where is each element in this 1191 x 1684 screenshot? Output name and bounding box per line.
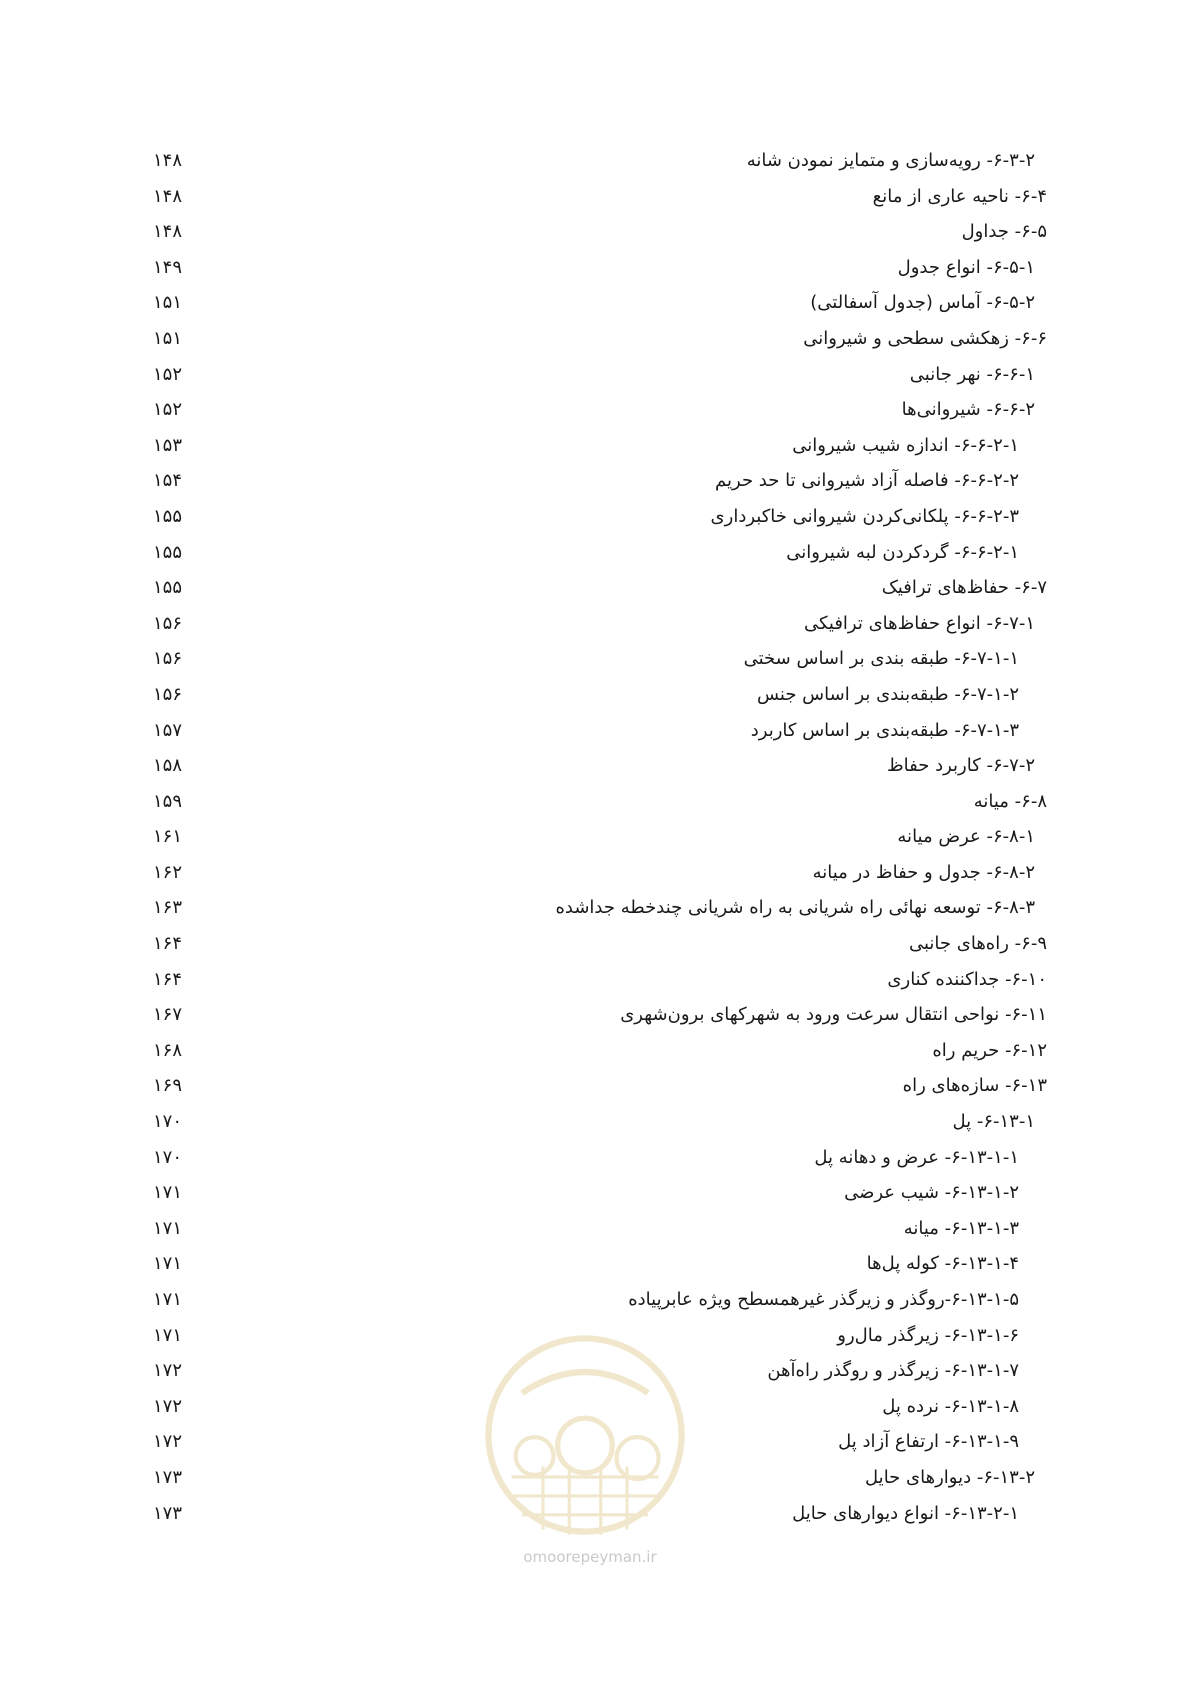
toc-entry-page: ۱۶۴	[153, 933, 183, 955]
toc-entry-title: ۶-۱۲- حریم راه	[932, 1039, 1047, 1061]
toc-entry[interactable]	[0, 1036, 1191, 1072]
table-of-contents	[0, 146, 1191, 1534]
toc-entry-page: ۱۷۰	[153, 1146, 183, 1168]
toc-entry-title: ۶-۱۳-۱-۶- زیرگذر مال‌رو	[837, 1324, 1019, 1346]
toc-entry-page: ۱۵۸	[153, 755, 183, 777]
toc-entry[interactable]	[0, 858, 1191, 894]
toc-entry-page: ۱۷۱	[153, 1182, 183, 1204]
toc-entry-page: ۱۷۱	[153, 1217, 183, 1239]
toc-entry-title: ۶-۶-۲-۳- پلکانی‌کردن شیروانی خاکبرداری	[710, 505, 1019, 527]
toc-entry-page: ۱۵۱	[153, 327, 183, 349]
toc-entry-page: ۱۶۳	[153, 897, 183, 919]
toc-entry[interactable]	[0, 644, 1191, 680]
toc-entry[interactable]	[0, 538, 1191, 574]
toc-entry-title: ۶-۱۳-۱-۸- نرده پل	[882, 1395, 1019, 1417]
toc-entry-title: ۶-۱۳-۱-۲- شیب عرضی	[844, 1182, 1019, 1204]
toc-entry-page: ۱۵۶	[153, 648, 183, 670]
toc-entry-page: ۱۷۱	[153, 1289, 183, 1310]
toc-entry-title: ۶-۵-۱- انواع جدول	[897, 256, 1035, 278]
toc-entry-page: ۱۷۰	[153, 1111, 183, 1133]
toc-entry[interactable]	[0, 680, 1191, 716]
toc-entry-title: ۶-۷-۱-۲- طبقه‌بندی بر اساس جنس	[756, 683, 1019, 705]
toc-entry-page: ۱۵۲	[153, 363, 183, 385]
toc-entry-page: ۱۵۷	[153, 719, 183, 741]
toc-entry-page: ۱۷۳	[153, 1502, 183, 1524]
toc-entry-page: ۱۵۵	[153, 505, 183, 527]
toc-entry[interactable]	[0, 716, 1191, 752]
toc-entry-title: ۶-۳-۲- رویه‌سازی و متمایز نمودن شانه	[746, 150, 1035, 171]
toc-entry[interactable]	[0, 502, 1191, 538]
toc-entry[interactable]	[0, 1071, 1191, 1107]
toc-entry-title: ۶-۸-۱- عرض میانه	[897, 826, 1035, 848]
toc-entry-page: ۱۷۲	[153, 1360, 183, 1382]
toc-entry-title: ۶-۶-۲-۱- اندازه شیب شیروانی	[792, 434, 1019, 456]
toc-entry-page: ۱۷۳	[153, 1466, 183, 1488]
toc-entry-page: ۱۵۶	[153, 683, 183, 705]
toc-entry[interactable]	[0, 573, 1191, 609]
toc-entry-page: ۱۴۸	[153, 185, 183, 207]
toc-entry-page: ۱۵۶	[153, 612, 183, 634]
toc-entry-title: ۶-۴- ناحیه عاری از مانع	[872, 185, 1047, 207]
toc-entry-title: ۶-۱۳-۱-۹- ارتفاع آزاد پل	[838, 1431, 1019, 1453]
toc-entry[interactable]	[0, 822, 1191, 858]
toc-entry[interactable]	[0, 929, 1191, 965]
toc-entry-title: ۶-۱۳- سازه‌های راه	[902, 1075, 1047, 1097]
toc-entry-page: ۱۴۸	[153, 221, 183, 243]
toc-entry-page: ۱۶۴	[153, 968, 183, 990]
toc-entry-page: ۱۴۹	[153, 256, 183, 278]
toc-entry-title: ۶-۱۰- جداکننده کناری	[887, 968, 1047, 990]
toc-entry[interactable]	[0, 395, 1191, 431]
toc-entry-title: ۶-۱۳-۱-۷- زیرگذر و روگذر راه‌آهن	[767, 1360, 1019, 1382]
toc-entry-title: ۶-۶-۲- شیروانی‌ها	[901, 399, 1035, 421]
toc-entry[interactable]	[0, 466, 1191, 502]
toc-entry-page: ۱۷۲	[153, 1395, 183, 1417]
watermark-site: omoorepeyman.ir	[523, 1548, 657, 1566]
toc-entry[interactable]	[0, 431, 1191, 467]
toc-entry-title: ۶-۱۱- نواحی انتقال سرعت ورود به شهرکهای برون‌شهری	[620, 1004, 1047, 1026]
toc-entry-page: ۱۷۱	[153, 1324, 183, 1346]
toc-entry-title: ۶-۱۳-۲- دیوارهای حایل	[865, 1466, 1035, 1488]
toc-entry[interactable]	[0, 360, 1191, 396]
toc-entry[interactable]	[0, 1143, 1191, 1179]
toc-entry[interactable]	[0, 893, 1191, 929]
toc-entry-title: ۶-۶-۲-۱- گردکردن لبه شیروانی	[786, 541, 1019, 563]
toc-entry-title: ۶-۵-۲- آماس (جدول آسفالتی)	[810, 292, 1035, 314]
toc-entry-page: ۱۵۵	[153, 541, 183, 563]
toc-entry-title: ۶-۱۳-۲-۱- انواع دیوارهای حایل	[792, 1502, 1019, 1524]
toc-entry-page: ۱۵۳	[153, 434, 183, 456]
toc-entry-title: ۶-۶-۱- نهر جانبی	[909, 363, 1035, 385]
toc-entry-title: ۶-۶- زهکشی سطحی و شیروانی	[803, 327, 1047, 349]
toc-entry-page: ۱۷۱	[153, 1253, 183, 1275]
toc-entry-page: ۱۵۱	[153, 292, 183, 314]
toc-entry[interactable]	[0, 1214, 1191, 1250]
toc-entry[interactable]	[0, 1285, 1191, 1321]
toc-entry[interactable]	[0, 253, 1191, 289]
toc-entry-title: ۶-۸-۳- توسعه نهائی راه شریانی به راه شریانی چندخطه جداشده	[555, 897, 1035, 919]
toc-entry-title: ۶-۵- جداول	[961, 221, 1047, 243]
toc-entry-page: ۱۵۲	[153, 399, 183, 421]
toc-entry[interactable]	[0, 609, 1191, 645]
toc-entry-page: ۱۶۷	[153, 1004, 183, 1026]
toc-entry-title: ۶-۱۳-۱-۱- عرض و دهانه پل	[814, 1146, 1019, 1168]
toc-entry-title: ۶-۷-۱-۱- طبقه بندی بر اساس سختی	[743, 648, 1019, 670]
toc-entry-page: ۱۵۹	[153, 790, 183, 812]
toc-entry-page: ۱۶۲	[153, 861, 183, 883]
toc-entry-title: ۶-۱۳-۱-۵-روگذر و زیرگذر غیرهمسطح ویژه عابرپیاده	[628, 1289, 1019, 1310]
toc-entry[interactable]	[0, 787, 1191, 823]
toc-entry-page: ۱۴۸	[153, 150, 183, 171]
toc-entry-page: ۱۵۴	[153, 470, 183, 492]
toc-entry[interactable]	[0, 1107, 1191, 1143]
toc-entry[interactable]	[0, 1000, 1191, 1036]
toc-entry-title: ۶-۷- حفاظ‌های ترافیک	[881, 577, 1047, 599]
toc-entry-title: ۶-۷-۲- کاربرد حفاظ	[886, 755, 1035, 777]
toc-entry-title: ۶-۱۳-۱-۴- کوله پل‌ها	[866, 1253, 1019, 1275]
toc-entry[interactable]	[0, 324, 1191, 360]
toc-entry[interactable]	[0, 751, 1191, 787]
toc-entry-title: ۶-۷-۱-۳- طبقه‌بندی بر اساس کاربرد	[750, 719, 1019, 741]
toc-entry-page: ۱۶۱	[153, 826, 183, 848]
toc-entry-page: ۱۶۹	[153, 1075, 183, 1097]
toc-entry-title: ۶-۷-۱- انواع حفاظ‌های ترافیکی	[803, 612, 1035, 634]
toc-entry-page: ۱۵۵	[153, 577, 183, 599]
watermark-logo	[480, 1330, 690, 1540]
toc-entry[interactable]	[0, 217, 1191, 253]
toc-entry-title: ۶-۸-۲- جدول و حفاظ در میانه	[812, 861, 1035, 883]
toc-entry-title: ۶-۸- میانه	[973, 790, 1047, 812]
toc-entry[interactable]	[0, 288, 1191, 324]
toc-entry[interactable]	[0, 1249, 1191, 1285]
toc-entry[interactable]	[0, 146, 1191, 182]
toc-entry[interactable]	[0, 965, 1191, 1001]
toc-entry-page: ۱۶۸	[153, 1039, 183, 1061]
toc-entry[interactable]	[0, 182, 1191, 218]
toc-entry-title: ۶-۱۳-۱- پل	[952, 1111, 1035, 1133]
toc-entry-title: ۶-۶-۲-۲- فاصله آزاد شیروانی تا حد حریم	[715, 470, 1019, 492]
toc-entry-title: ۶-۱۳-۱-۳- میانه	[903, 1217, 1019, 1239]
toc-entry-page: ۱۷۲	[153, 1431, 183, 1453]
toc-entry-title: ۶-۹- راه‌های جانبی	[908, 933, 1047, 955]
toc-entry[interactable]	[0, 1178, 1191, 1214]
